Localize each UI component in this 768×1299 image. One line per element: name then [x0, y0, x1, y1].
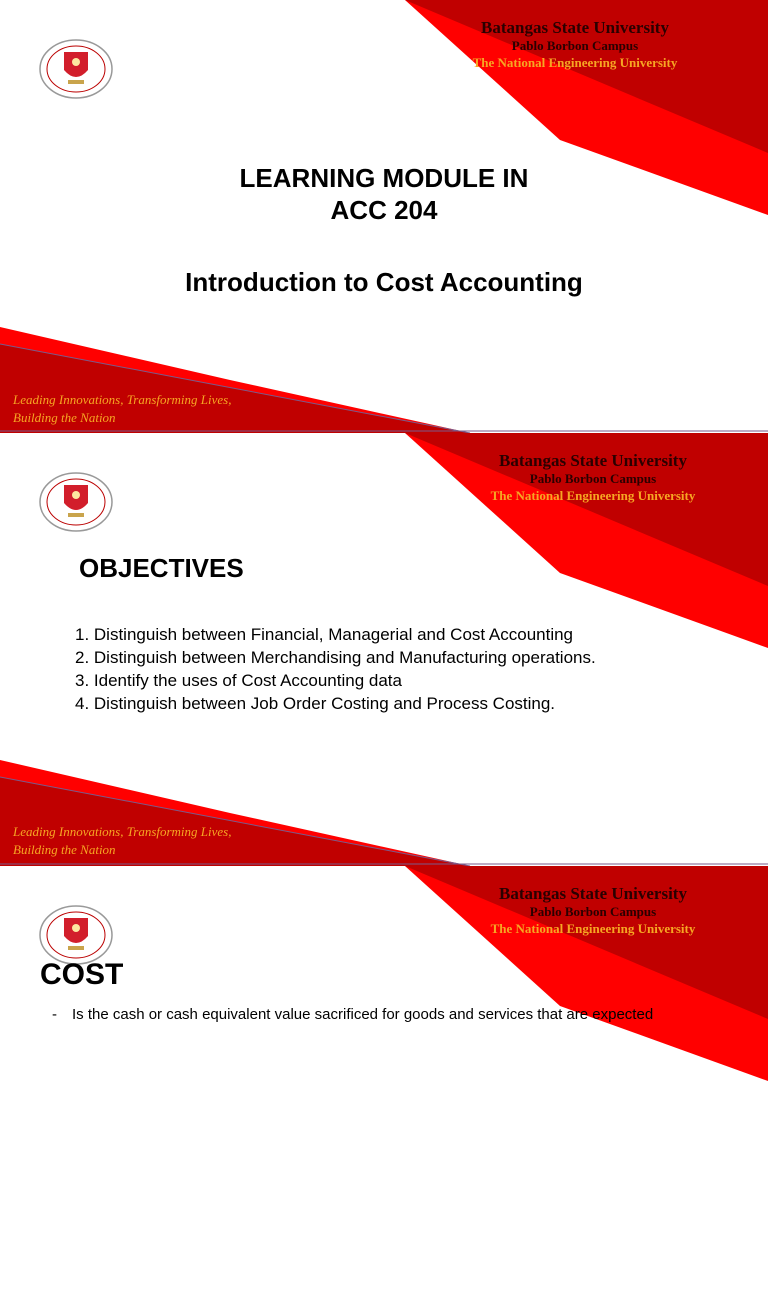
title-line-1: LEARNING MODULE IN	[239, 163, 529, 193]
objectives-heading: OBJECTIVES	[79, 553, 244, 583]
motto-line-2: Building the Nation	[13, 842, 116, 857]
campus-name: Pablo Borbon Campus	[529, 904, 657, 919]
module-subtitle: Introduction to Cost Accounting	[185, 267, 583, 297]
university-name: Batangas State University	[481, 18, 669, 37]
definition-text: Is the cash or cash equivalent value sacrificed for goods and services that are expected	[72, 1006, 654, 1023]
cost-definition	[52, 1006, 653, 1023]
campus-name: Pablo Borbon Campus	[511, 38, 639, 53]
motto-line-1: Leading Innovations, Transforming Lives,	[13, 824, 232, 839]
objective-item: 3. Identify the uses of Cost Accounting data	[75, 671, 402, 690]
title-line-2: ACC 204	[330, 195, 438, 225]
university-tagline: The National Engineering University	[472, 55, 678, 70]
motto-line-1: Leading Innovations, Transforming Lives,	[13, 392, 232, 407]
objective-item: 1. Distinguish between Financial, Managerial and Cost Accounting	[75, 625, 574, 644]
university-name: Batangas State University	[499, 451, 687, 470]
objective-item: 2. Distinguish between Merchandising and Manufacturing operations.	[75, 648, 596, 667]
university-header	[458, 884, 728, 938]
bullet-dash: -	[52, 1006, 57, 1023]
slide-title	[0, 0, 768, 433]
university-motto	[13, 391, 232, 427]
slide-cost	[0, 866, 768, 1299]
university-motto	[13, 823, 232, 859]
cost-heading: COST	[40, 958, 124, 991]
university-name: Batangas State University	[499, 884, 687, 903]
university-tagline: The National Engineering University	[490, 921, 696, 936]
module-title	[0, 162, 768, 298]
objective-item: 4. Distinguish between Job Order Costing and Process Costing.	[75, 694, 556, 713]
university-seal-icon	[38, 38, 114, 100]
university-header	[458, 451, 728, 505]
campus-name: Pablo Borbon Campus	[529, 471, 657, 486]
motto-line-2: Building the Nation	[13, 410, 116, 425]
university-tagline: The National Engineering University	[490, 488, 696, 503]
slide-objectives	[0, 433, 768, 866]
objectives-list	[75, 623, 596, 715]
university-header	[440, 18, 710, 72]
university-seal-icon	[38, 904, 114, 966]
university-seal-icon	[38, 471, 114, 533]
